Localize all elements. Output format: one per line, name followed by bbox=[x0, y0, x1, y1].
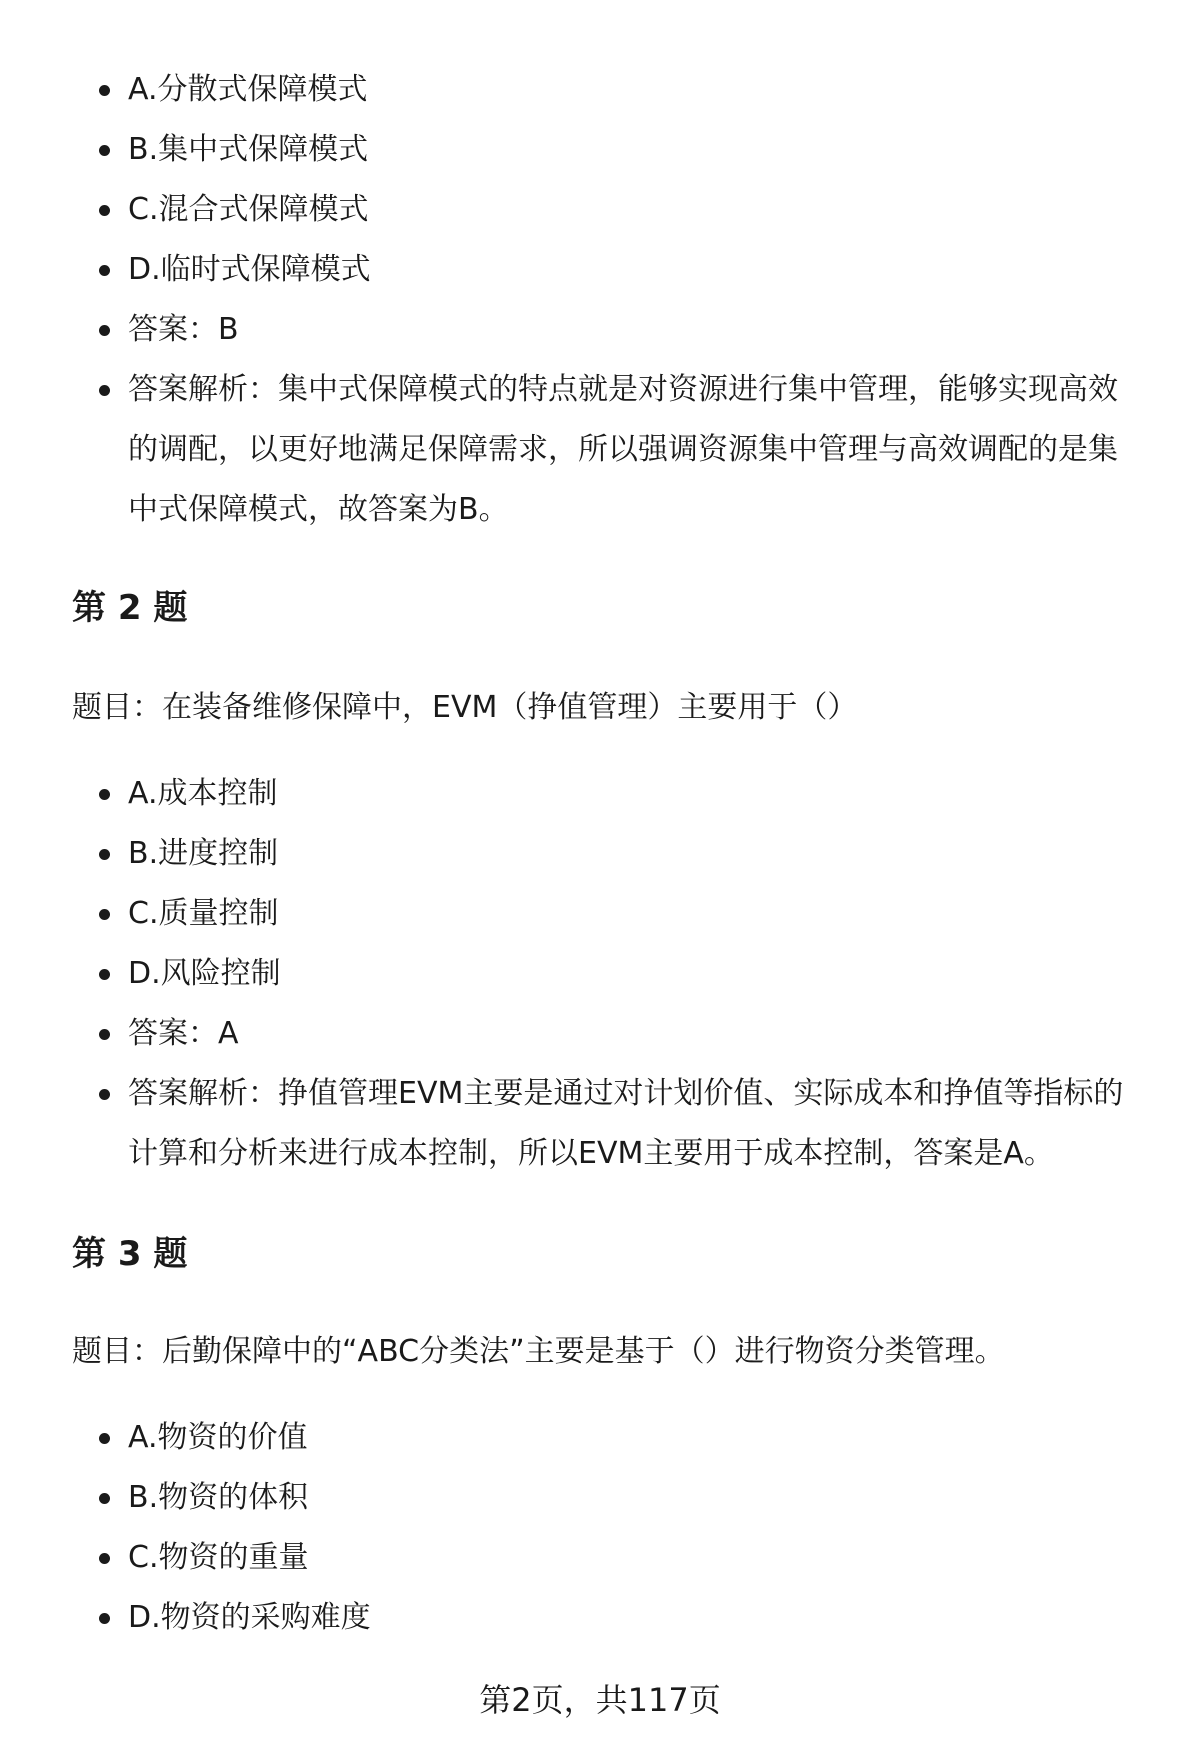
question-3-options bbox=[0, 1408, 1200, 1648]
question-1-block bbox=[0, 60, 1200, 540]
question-2-block bbox=[0, 764, 1200, 1184]
answer-item: 答案：A bbox=[0, 1004, 1200, 1064]
question-1-options bbox=[0, 60, 1200, 540]
option-item: D.风险控制 bbox=[0, 944, 1200, 1004]
question-2-options bbox=[0, 764, 1200, 1184]
option-item: A.分散式保障模式 bbox=[0, 60, 1200, 120]
option-item: A.成本控制 bbox=[0, 764, 1200, 824]
option-item: C.物资的重量 bbox=[0, 1528, 1200, 1588]
explanation-item: 答案解析：集中式保障模式的特点就是对资源进行集中管理，能够实现高效的调配，以更好地满足保障需求，所以强调资源集中管理与高效调配的是集中式保障模式，故答案为B。 bbox=[0, 360, 1200, 540]
option-item: B.进度控制 bbox=[0, 824, 1200, 884]
option-item: C.质量控制 bbox=[0, 884, 1200, 944]
question-2-stem: 题目：在装备维修保障中，EVM（挣值管理）主要用于（） bbox=[72, 690, 858, 725]
option-item: A.物资的价值 bbox=[0, 1408, 1200, 1468]
question-3-heading: 第 3 题 bbox=[72, 1234, 188, 1274]
question-3-stem: 题目：后勤保障中的“ABC分类法”主要是基于（）进行物资分类管理。 bbox=[72, 1334, 1005, 1369]
question-3-block bbox=[0, 1408, 1200, 1648]
option-item: D.临时式保障模式 bbox=[0, 240, 1200, 300]
answer-item: 答案：B bbox=[0, 300, 1200, 360]
question-2-heading: 第 2 题 bbox=[72, 588, 188, 628]
option-item: D.物资的采购难度 bbox=[0, 1588, 1200, 1648]
explanation-item: 答案解析：挣值管理EVM主要是通过对计划价值、实际成本和挣值等指标的计算和分析来进行成本控制，所以EVM主要用于成本控制，答案是A。 bbox=[0, 1064, 1200, 1184]
option-item: C.混合式保障模式 bbox=[0, 180, 1200, 240]
option-item: B.集中式保障模式 bbox=[0, 120, 1200, 180]
option-item: B.物资的体积 bbox=[0, 1468, 1200, 1528]
page-number-footer: 第2页，共117页 bbox=[479, 1681, 721, 1719]
